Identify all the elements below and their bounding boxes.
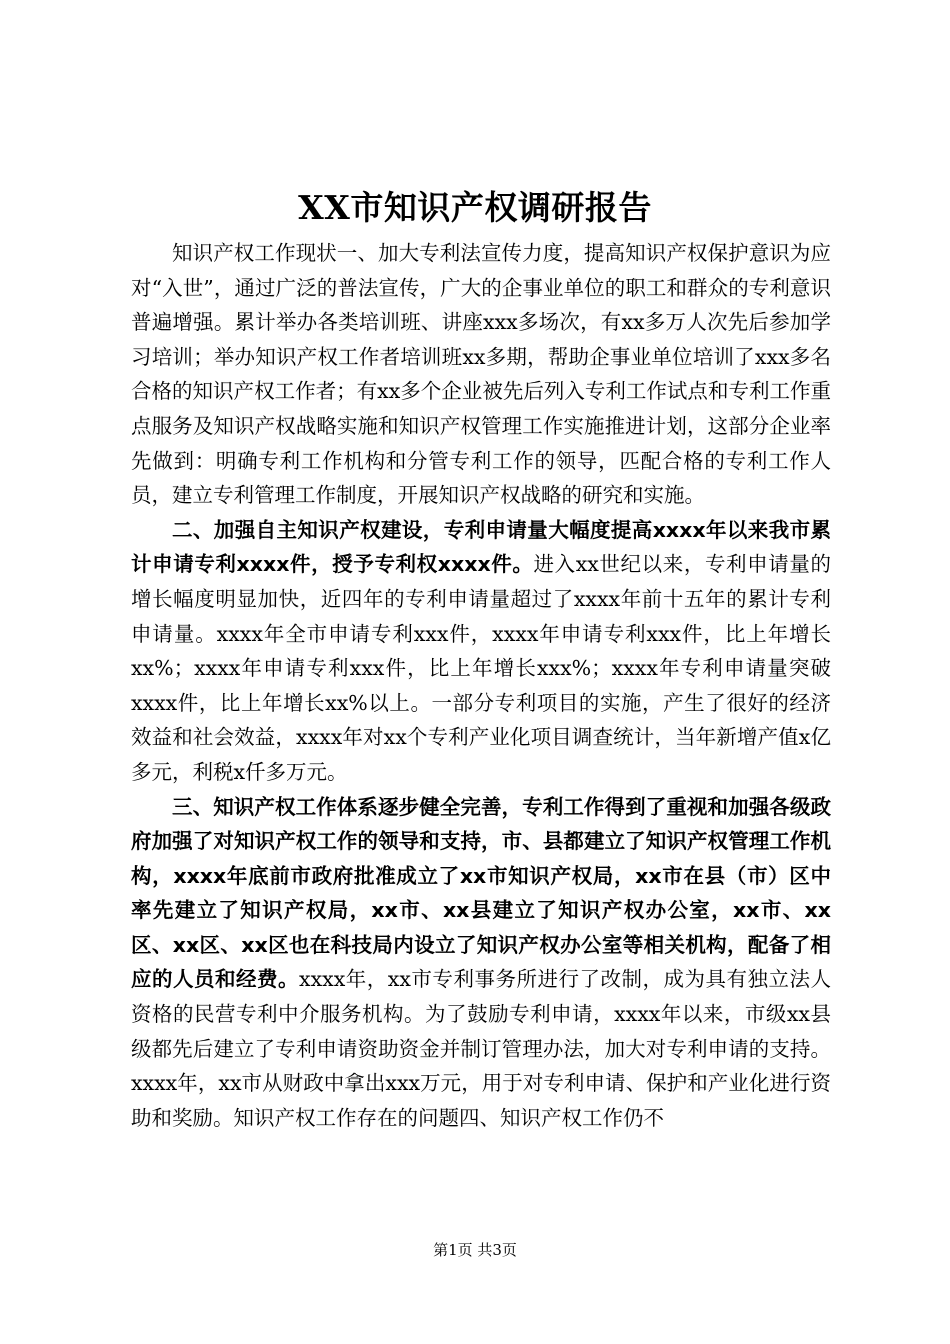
paragraph-3-heading: 三、知识产权工作体系逐步健全完善，专利工作得到了重视和加强各级政府加强了对知识产权工作的领导和支持，市、县都建立了知识产权管理工作机构，xxxx年底前市政府批准成立了xx市知识产权局，xx市在县（市）区中率先建立了知识产权局，xx市、xx县建立了知识产权办公室，xx市、xx区、xx区、xx区也在科技局内设立了知识产权办公室等相关机构，配备了相应的人员和经费。 [131, 794, 831, 992]
document-body [131, 236, 831, 1135]
paragraph-1 [131, 236, 831, 513]
paragraph-3 [131, 790, 831, 1136]
paragraph-3-text: xxxx年，xx市专利事务所进行了改制，成为具有独立法人资格的民营专利中介服务机构。为了鼓励专利申请，xxxx年以来，市级xx县级都先后建立了专利申请资助资金并制订管理办法，加大对专利申请的支持。xxxx年，xx市从财政中拿出xxx万元，用于对专利申请、保护和产业化进行资助和奖励。知识产权工作存在的问题四、知识产权工作仍不 [131, 967, 832, 1130]
paragraph-2-heading: 二、加强自主知识产权建设，专利申请量大幅度提高xxxx年以来我市累计申请专利xxxx件，授予专利权xxxx件。 [131, 517, 831, 577]
paragraph-2-text: 进入xx世纪以来，专利申请量的增长幅度明显加快，近四年的专利申请量超过了xxxx年前十五年的累计专利申请量。xxxx年全市申请专利xxx件，xxxx年申请专利xxx件，比上年增长xx%；xxxx年申请专利xxx件，比上年增长xxx%；xxxx年专利申请量突破xxxx件，比上年增长xx%以上。一部分专利项目的实施，产生了很好的经济效益和社会效益，xxxx年对xx个专利产业化项目调查统计，当年新增产值x亿多元，利税x仟多万元。 [131, 552, 831, 784]
document-title: XX市知识产权调研报告 [298, 188, 652, 227]
page-footer: 第1页 共3页 [433, 1241, 517, 1259]
paragraph-1-text: 知识产权工作现状一、加大专利法宣传力度，提高知识产权保护意识为应对“入世”，通过广泛的普法宣传，广大的企事业单位的职工和群众的专利意识普遍增强。累计举办各类培训班、讲座xxx多场次，有xx多万人次先后参加学习培训；举办知识产权工作者培训班xx多期，帮助企事业单位培训了xxx多名合格的知识产权工作者；有xx多个企业被先后列入专利工作试点和专利工作重点服务及知识产权战略实施和知识产权管理工作实施推进计划，这部分企业率先做到：明确专利工作机构和分管专利工作的领导，匹配合格的专利工作人员，建立专利管理工作制度，开展知识产权战略的研究和实施。 [131, 241, 831, 508]
paragraph-2 [131, 513, 831, 790]
